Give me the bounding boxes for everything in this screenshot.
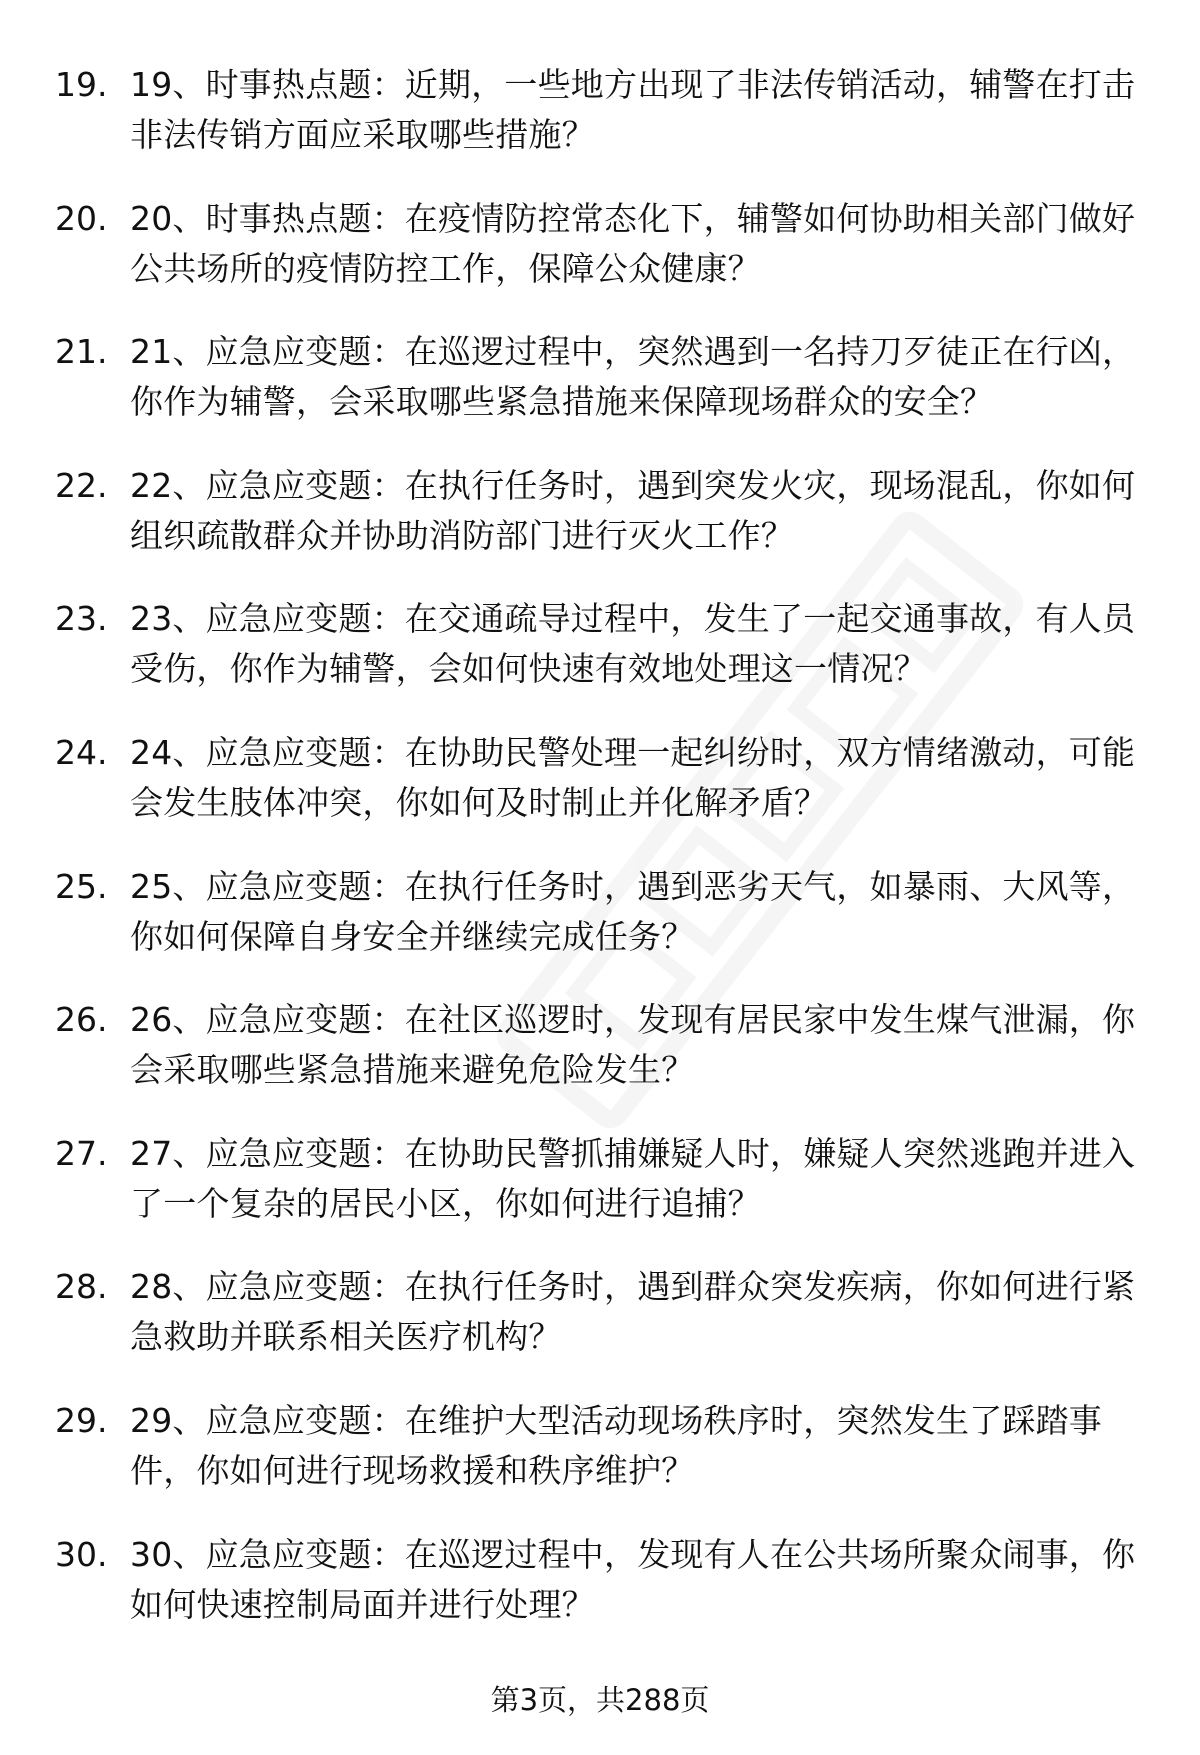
- question-number: 30.: [55, 1534, 108, 1574]
- question-text: 21、应急应变题：在巡逻过程中，突然遇到一名持刀歹徒正在行凶，你作为辅警，会采取哪些紧急措施来保障现场群众的安全？: [130, 332, 1136, 422]
- question-text: 28、应急应变题：在执行任务时，遇到群众突发疾病，你如何进行紧急救助并联系相关医疗机构？: [130, 1267, 1136, 1357]
- question-item: [0, 594, 1200, 728]
- question-number: 19.: [55, 65, 108, 104]
- question-text: 29、应急应变题：在维护大型活动现场秩序时，突然发生了踩踏事件，你如何进行现场救援和秩序维护？: [130, 1400, 1102, 1490]
- question-item: [0, 1530, 1200, 1664]
- question-text: 20、时事热点题：在疫情防控常态化下，辅警如何协助相关部门做好公共场所的疫情防控工作，保障公众健康？: [130, 198, 1136, 288]
- question-item: [0, 60, 1200, 194]
- question-text: 23、应急应变题：在交通疏导过程中，发生了一起交通事故，有人员受伤，你作为辅警，会如何快速有效地处理这一情况？: [130, 599, 1136, 689]
- question-text: 22、应急应变题：在执行任务时，遇到突发火灾，现场混乱，你如何组织疏散群众并协助消防部门进行灭火工作？: [130, 465, 1136, 555]
- question-number: 24.: [55, 732, 108, 772]
- question-item: [0, 1262, 1200, 1396]
- question-text: 27、应急应变题：在协助民警抓捕嫌疑人时，嫌疑人突然逃跑并进入了一个复杂的居民小区，你如何进行追捕？: [130, 1133, 1136, 1223]
- question-number: 21.: [55, 332, 108, 372]
- question-number: 27.: [55, 1133, 108, 1173]
- question-text: 30、应急应变题：在巡逻过程中，发现有人在公共场所聚众闹事，你如何快速控制局面并进行处理？: [130, 1534, 1136, 1624]
- question-item: [0, 1129, 1200, 1263]
- question-item: [0, 862, 1200, 996]
- question-text: 19、时事热点题：近期，一些地方出现了非法传销活动，辅警在打击非法传销方面应采取哪些措施？: [130, 65, 1136, 154]
- question-number: 28.: [55, 1267, 108, 1307]
- question-item: [0, 995, 1200, 1129]
- question-item: [0, 1396, 1200, 1530]
- question-number: 26.: [55, 1000, 108, 1040]
- question-item: [0, 327, 1200, 461]
- question-item: [0, 461, 1200, 595]
- question-text: 24、应急应变题：在协助民警处理一起纠纷时，双方情绪激动，可能会发生肢体冲突，你如何及时制止并化解矛盾？: [130, 732, 1136, 822]
- question-text: 26、应急应变题：在社区巡逻时，发现有居民家中发生煤气泄漏，你会采取哪些紧急措施来避免危险发生？: [130, 1000, 1136, 1090]
- page-footer: [0, 1680, 1200, 1720]
- question-number: 20.: [55, 198, 108, 238]
- question-list: [0, 60, 1200, 1663]
- page-indicator: 第3页，共288页: [490, 1683, 710, 1717]
- question-text: 25、应急应变题：在执行任务时，遇到恶劣天气，如暴雨、大风等，你如何保障自身安全并继续完成任务？: [130, 866, 1136, 956]
- question-number: 23.: [55, 599, 108, 639]
- question-item: [0, 194, 1200, 328]
- question-item: [0, 728, 1200, 862]
- question-number: 29.: [55, 1400, 108, 1440]
- question-number: 25.: [55, 866, 108, 906]
- question-number: 22.: [55, 465, 108, 505]
